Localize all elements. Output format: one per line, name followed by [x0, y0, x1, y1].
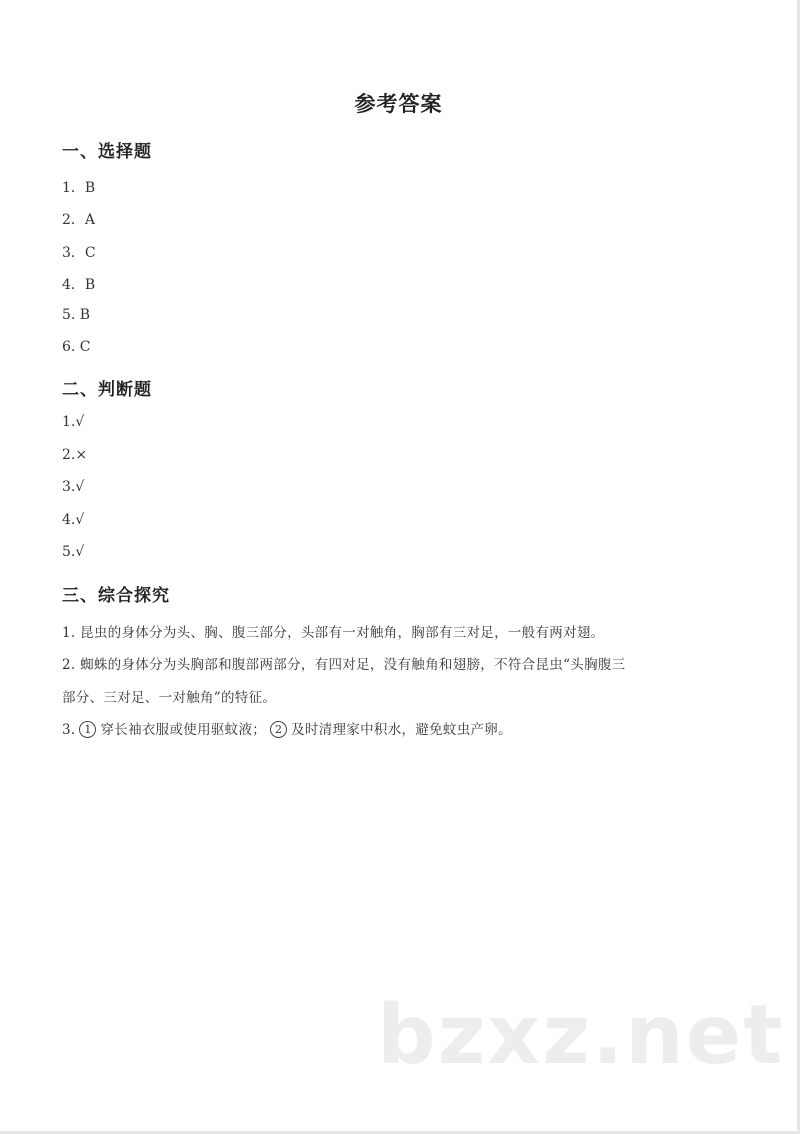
- answer-item: 2．A: [62, 212, 96, 228]
- answer-paragraph: 2. 蜘蛛的身体分为头胸部和腹部两部分，有四对足，没有触角和翅膀，不符合昆虫“头胸腹三: [62, 657, 626, 673]
- page-title: 参考答案: [354, 92, 443, 116]
- answer-item: 3．C: [62, 245, 96, 261]
- watermark: bzxz.net: [377, 988, 785, 1083]
- answer-text: 及时清理家中积水，避免蚊虫产卵。: [291, 722, 512, 738]
- section-heading-judgement: 二、判断题: [62, 380, 152, 400]
- answer-paragraph: 1. 昆虫的身体分为头、胸、腹三部分，头部有一对触角，胸部有三对足，一般有两对翅。: [62, 625, 605, 641]
- answer-item: 2.×: [62, 447, 88, 463]
- answer-paragraph-continued: 部分、三对足、一对触角”的特征。: [62, 690, 277, 706]
- answer-item: 1.√: [62, 414, 85, 430]
- item-number: 3.: [62, 722, 76, 738]
- answer-text: 穿长袖衣服或使用驱蚊液；: [100, 722, 267, 738]
- answer-item: 5. B: [62, 307, 91, 323]
- circled-number-2: 2: [270, 721, 287, 738]
- answer-item: 1．B: [62, 180, 96, 196]
- answer-item: 4．B: [62, 277, 96, 293]
- answer-item: 4.√: [62, 512, 85, 528]
- section-heading-choice: 一、选择题: [62, 142, 152, 162]
- circled-number-1: 1: [79, 721, 96, 738]
- section-heading-inquiry: 三、综合探究: [62, 586, 170, 606]
- answer-item: 6. C: [62, 339, 91, 355]
- answer-item: 3.√: [62, 479, 85, 495]
- answer-paragraph: [62, 718, 512, 738]
- answer-item: 5.√: [62, 544, 85, 560]
